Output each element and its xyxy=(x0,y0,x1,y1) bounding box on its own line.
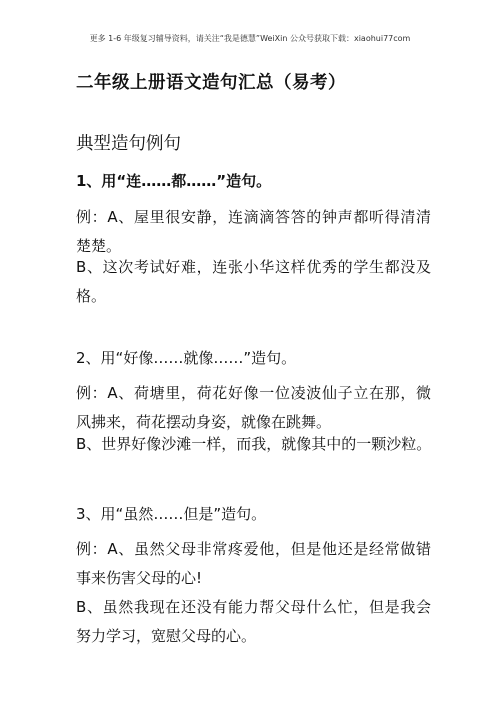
item-3-prompt: 3、用“虽然……但是”造句。 xyxy=(76,505,267,523)
item-2-example-a xyxy=(76,379,431,437)
item-3-example-b-line-2: 努力学习，宽慰父母的心。 xyxy=(76,627,257,645)
item-2-example-b-line-1: B、世界好像沙滩一样，而我，就像其中的一颗沙粒。 xyxy=(76,435,432,453)
item-3-example-b xyxy=(76,593,431,651)
item-3-example-b-line-1: B、虽然我现在还没有能力帮父母什么忙，但是我会 xyxy=(76,598,431,616)
item-1-example-a-line-1: 例：A、屋里很安静，连滴滴答答的钟声都听得清清 xyxy=(76,208,431,226)
document-title: 二年级上册语文造句汇总（易考） xyxy=(76,73,346,93)
header-promo-note: 更多 1-6 年级复习辅导资料，请关注“我是德慧”WeiXin 公众号获取下载：xiaohui77com xyxy=(89,34,411,43)
item-3-example-a-line-1: 例：A、虽然父母非常疼爱他，但是他还是经常做错 xyxy=(76,540,431,558)
item-1-example-b xyxy=(76,253,431,311)
item-2-prompt: 2、用“好像……就像……”造句。 xyxy=(76,349,297,367)
section-heading: 典型造句例句 xyxy=(76,134,181,154)
item-1-example-b-line-2: 格。 xyxy=(76,287,107,305)
item-1-prompt: 1、用“连……都……”造句。 xyxy=(76,172,272,190)
item-2-example-b xyxy=(76,430,431,459)
item-3-example-a xyxy=(76,535,431,593)
item-3-example-a-line-2: 事来伤害父母的心! xyxy=(76,569,203,587)
item-2-example-a-line-1: 例：A、荷塘里，荷花好像一位凌波仙子立在那，微 xyxy=(76,384,431,402)
item-2-example-a-line-2: 风拂来，荷花摆动身姿，就像在跳舞。 xyxy=(76,413,332,431)
item-1-example-b-line-1: B、这次考试好难，连张小华这样优秀的学生都没及 xyxy=(76,258,431,276)
item-1-example-a-line-2: 楚楚。 xyxy=(76,237,122,255)
